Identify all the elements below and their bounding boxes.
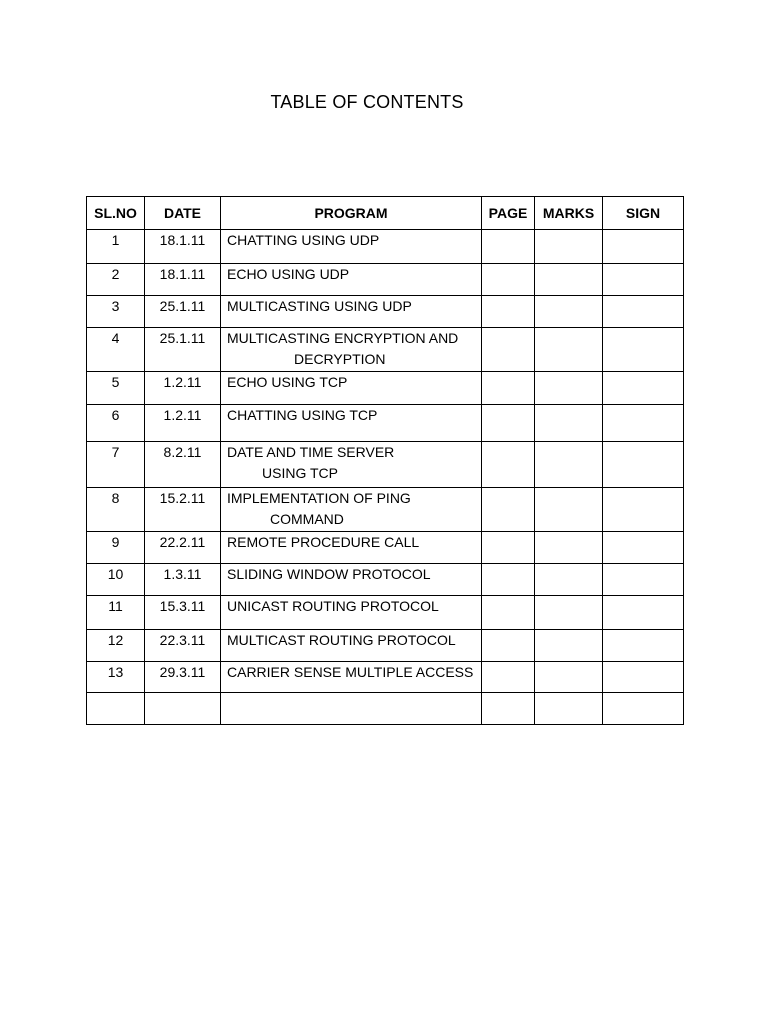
page-title: TABLE OF CONTENTS [270,92,464,112]
row-page [482,328,535,372]
row-program [221,328,482,372]
row-program [221,693,482,725]
row-page [482,693,535,725]
row-date: 25.1.11 [145,328,221,372]
row-date: 18.1.11 [145,264,221,296]
row-marks [535,405,603,442]
row-number: 1 [87,230,145,264]
row-page [482,662,535,693]
table-row [87,488,684,532]
row-date: 15.3.11 [145,596,221,630]
row-marks [535,693,603,725]
row-sign [603,564,684,596]
row-marks [535,630,603,662]
table-row [87,630,684,662]
table-header-row [87,197,684,230]
row-program: SLIDING WINDOW PROTOCOL [221,564,482,596]
table-row [87,230,684,264]
table-row [87,405,684,442]
row-number: 9 [87,532,145,564]
row-date: 1.2.11 [145,405,221,442]
row-marks [535,532,603,564]
row-marks [535,442,603,488]
row-number: 5 [87,372,145,405]
row-program: CHATTING USING TCP [221,405,482,442]
row-page [482,372,535,405]
table-row [87,532,684,564]
row-sign [603,328,684,372]
row-page [482,596,535,630]
row-marks [535,372,603,405]
row-page [482,296,535,328]
row-page [482,264,535,296]
row-program: REMOTE PROCEDURE CALL [221,532,482,564]
table-row [87,296,684,328]
row-program [221,488,482,532]
row-program-line2: COMMAND [270,511,344,527]
row-marks [535,296,603,328]
row-date: 15.2.11 [145,488,221,532]
row-number: 7 [87,442,145,488]
row-sign [603,264,684,296]
row-program: ECHO USING TCP [221,372,482,405]
row-number: 4 [87,328,145,372]
row-sign [603,372,684,405]
row-marks [535,662,603,693]
row-program-line2: USING TCP [262,465,338,481]
table-row [87,596,684,630]
row-number: 13 [87,662,145,693]
row-page [482,230,535,264]
header-sign: SIGN [603,197,684,230]
row-date: 25.1.11 [145,296,221,328]
table-row [87,564,684,596]
row-date: 22.3.11 [145,630,221,662]
row-page [482,405,535,442]
row-sign [603,532,684,564]
row-date: 1.3.11 [145,564,221,596]
row-marks [535,596,603,630]
row-sign [603,296,684,328]
row-page [482,488,535,532]
row-date: 1.2.11 [145,372,221,405]
row-program: CHATTING USING UDP [221,230,482,264]
row-sign [603,488,684,532]
row-program: UNICAST ROUTING PROTOCOL [221,596,482,630]
header-marks: MARKS [535,197,603,230]
header-slno: SL.NO [87,197,145,230]
row-sign [603,693,684,725]
row-sign [603,662,684,693]
header-date: DATE [145,197,221,230]
row-marks [535,328,603,372]
row-sign [603,230,684,264]
row-date: 18.1.11 [145,230,221,264]
row-date: 29.3.11 [145,662,221,693]
row-date [145,693,221,725]
row-program-line1: IMPLEMENTATION OF PING [227,490,411,506]
row-page [482,630,535,662]
row-page [482,442,535,488]
table-row [87,264,684,296]
row-number: 3 [87,296,145,328]
table-row [87,442,684,488]
header-page: PAGE [482,197,535,230]
table-row [87,372,684,405]
row-number: 12 [87,630,145,662]
row-marks [535,230,603,264]
row-sign [603,442,684,488]
row-page [482,564,535,596]
table-row [87,693,684,725]
row-number: 8 [87,488,145,532]
row-date: 22.2.11 [145,532,221,564]
row-program: CARRIER SENSE MULTIPLE ACCESS [221,662,482,693]
header-program: PROGRAM [221,197,482,230]
row-date: 8.2.11 [145,442,221,488]
contents-table [86,196,684,725]
row-marks [535,488,603,532]
row-marks [535,564,603,596]
row-program-line2: DECRYPTION [294,351,386,367]
row-page [482,532,535,564]
row-marks [535,264,603,296]
row-number: 10 [87,564,145,596]
row-sign [603,630,684,662]
row-program: MULTICASTING USING UDP [221,296,482,328]
row-sign [603,596,684,630]
row-program [221,442,482,488]
row-sign [603,405,684,442]
row-program-line1: DATE AND TIME SERVER [227,444,395,460]
row-program: ECHO USING UDP [221,264,482,296]
row-number: 11 [87,596,145,630]
table-row [87,662,684,693]
row-program-line1: MULTICASTING ENCRYPTION AND [227,330,459,346]
row-program: MULTICAST ROUTING PROTOCOL [221,630,482,662]
table-row [87,328,684,372]
row-number [87,693,145,725]
row-number: 6 [87,405,145,442]
row-number: 2 [87,264,145,296]
